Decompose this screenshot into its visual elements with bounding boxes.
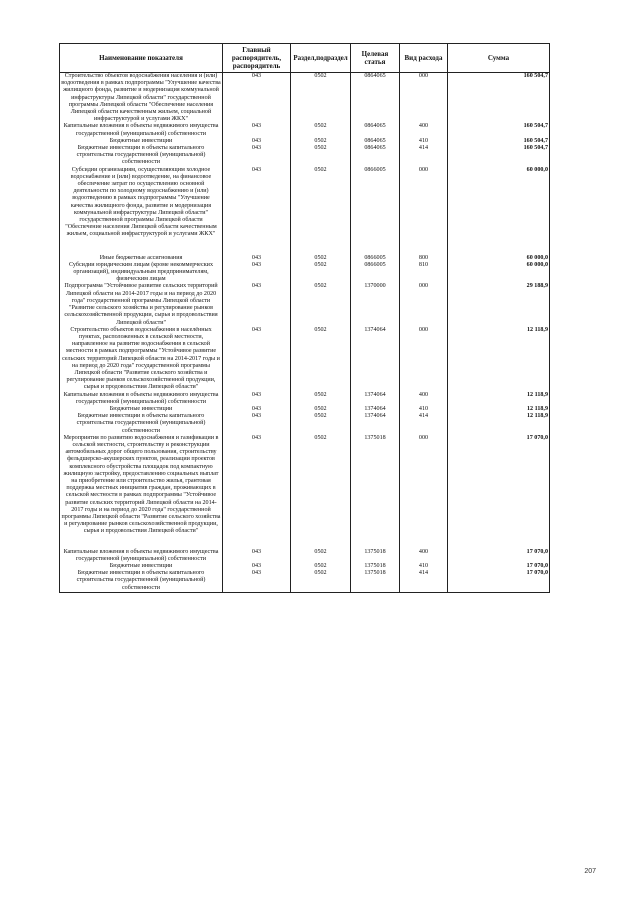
cell-section: 0502: [291, 138, 351, 145]
cell-target: 1375018: [351, 435, 400, 549]
cell-target: 1374064: [351, 327, 400, 392]
cell-section: 0502: [291, 167, 351, 255]
cell-section: 0502: [291, 73, 351, 124]
cell-section: 0502: [291, 570, 351, 592]
cell-name: Иные бюджетные ассигнования: [60, 255, 223, 262]
table-row: [60, 392, 550, 406]
cell-name: Бюджетные инвестиции в объекты капитального строительства государственной (муниципальной) собственности: [60, 145, 223, 167]
cell-target: 0864065: [351, 123, 400, 137]
cell-sum: 12 118,9: [448, 413, 550, 435]
cell-sum: 160 504,7: [448, 138, 550, 145]
cell-expense: 400: [400, 549, 448, 563]
table-row: [60, 413, 550, 435]
cell-target: 1375018: [351, 549, 400, 563]
cell-target: 1370000: [351, 283, 400, 326]
table-row: [60, 255, 550, 262]
cell-section: 0502: [291, 262, 351, 284]
cell-name: Капитальные вложения в объекты недвижимого имущества государственной (муниципальной) собственности: [60, 549, 223, 563]
cell-grbs: 043: [223, 255, 291, 262]
table-row: [60, 327, 550, 392]
table-row: [60, 73, 550, 124]
cell-target: 0866005: [351, 262, 400, 284]
cell-section: 0502: [291, 255, 351, 262]
cell-expense: 000: [400, 435, 448, 549]
header-section: Раздел,подраздел: [291, 44, 351, 73]
cell-grbs: 043: [223, 327, 291, 392]
table-body: [60, 73, 550, 593]
table-header-row: [60, 44, 550, 73]
cell-section: 0502: [291, 563, 351, 570]
cell-name: Бюджетные инвестиции в объекты капитального строительства государственной (муниципальной) собственности: [60, 413, 223, 435]
cell-sum: 12 118,9: [448, 392, 550, 406]
cell-expense: 000: [400, 327, 448, 392]
cell-name: Бюджетные инвестиции: [60, 406, 223, 413]
cell-sum: 29 188,9: [448, 283, 550, 326]
cell-name: Мероприятия по развитию водоснабжения и газификации в сельской местности, строительству и реконструкции автомобильных дорог общего пользования, строительству фельдшерско-акушерских пунктов, реализации проектов комплексного обустройства площадок под компактную жилищную застройку, предоставлению социальных выплат на приобретение или строительство жилья, грантовая поддержка местных инициатив граждан, проживающих в сельской местности в рамках подпрограммы "Устойчивое развитие сельских территорий Липецкой области на 2014-2017 годы и на период до 2020 года" государственной программы Липецкой области "Развитие сельского хозяйства и регулирование рынков сельскохозяйственной продукции, сырья и продовольствия Липецкой области": [60, 435, 223, 549]
cell-grbs: 043: [223, 392, 291, 406]
cell-expense: 000: [400, 167, 448, 255]
table-row: [60, 549, 550, 563]
cell-target: 0866005: [351, 255, 400, 262]
table-row: [60, 167, 550, 255]
table-row: [60, 283, 550, 326]
table-row: [60, 145, 550, 167]
cell-grbs: 043: [223, 283, 291, 326]
cell-grbs: 043: [223, 563, 291, 570]
cell-grbs: 043: [223, 406, 291, 413]
cell-sum: 17 070,0: [448, 570, 550, 592]
cell-expense: 000: [400, 283, 448, 326]
cell-expense: 414: [400, 145, 448, 167]
cell-grbs: 043: [223, 413, 291, 435]
cell-expense: 400: [400, 392, 448, 406]
cell-section: 0502: [291, 283, 351, 326]
cell-expense: 810: [400, 262, 448, 284]
cell-target: 0866005: [351, 167, 400, 255]
cell-grbs: 043: [223, 73, 291, 124]
budget-table: [59, 43, 550, 593]
cell-sum: 17 070,0: [448, 563, 550, 570]
header-grbs: Главный распорядитель, распорядитель: [223, 44, 291, 73]
cell-expense: 800: [400, 255, 448, 262]
cell-expense: 410: [400, 138, 448, 145]
cell-grbs: 043: [223, 167, 291, 255]
cell-grbs: 043: [223, 123, 291, 137]
cell-sum: 17 070,0: [448, 435, 550, 549]
cell-sum: 12 118,9: [448, 406, 550, 413]
table-row: [60, 262, 550, 284]
cell-expense: 414: [400, 570, 448, 592]
cell-target: 0864065: [351, 73, 400, 124]
cell-expense: 410: [400, 563, 448, 570]
cell-sum: 60 000,0: [448, 255, 550, 262]
cell-name: Капитальные вложения в объекты недвижимого имущества государственной (муниципальной) собственности: [60, 392, 223, 406]
cell-section: 0502: [291, 123, 351, 137]
cell-target: 1375018: [351, 563, 400, 570]
cell-target: 0864065: [351, 138, 400, 145]
cell-expense: 410: [400, 406, 448, 413]
page-number: 207: [584, 868, 596, 875]
table-row: [60, 435, 550, 549]
cell-target: 1374064: [351, 392, 400, 406]
cell-sum: 160 504,7: [448, 73, 550, 124]
cell-name: Подпрограмма "Устойчивое развитие сельских территорий Липецкой области на 2014-2017 годы и на период до 2020 года" государственной программы Липецкой области "Развитие сельского хозяйства и регулирование рынков сельскохозяйственной продукции, сырья и продовольствия Липецкой области": [60, 283, 223, 326]
cell-section: 0502: [291, 392, 351, 406]
cell-expense: 414: [400, 413, 448, 435]
cell-grbs: 043: [223, 138, 291, 145]
cell-expense: 000: [400, 73, 448, 124]
table-row: [60, 123, 550, 137]
cell-section: 0502: [291, 406, 351, 413]
header-expense: Вид расхода: [400, 44, 448, 73]
cell-name: Субсидии юридическим лицам (кроме некоммерческих организаций), индивидуальным предпринимателям, физическим лицам: [60, 262, 223, 284]
cell-name: Бюджетные инвестиции: [60, 563, 223, 570]
header-sum: Сумма: [448, 44, 550, 73]
cell-section: 0502: [291, 327, 351, 392]
header-name: Наименование показателя: [60, 44, 223, 73]
cell-target: 1374064: [351, 413, 400, 435]
cell-grbs: 043: [223, 435, 291, 549]
cell-sum: 12 118,9: [448, 327, 550, 392]
cell-name: Бюджетные инвестиции: [60, 138, 223, 145]
cell-sum: 17 070,0: [448, 549, 550, 563]
cell-sum: 60 000,0: [448, 167, 550, 255]
cell-target: 1374064: [351, 406, 400, 413]
cell-grbs: 043: [223, 549, 291, 563]
cell-name: Субсидии организациям, осуществляющим холодное водоснабжение и (или) водоотведение, на финансовое обеспечение затрат по осуществлению основной деятельности по холодному водоснабжению и (или) водоотведению в рамках подпрограммы "Улучшение качества жилищного фонда, развитие и модернизация коммунальной инфраструктуры Липецкой области" государственной программы Липецкой области "Обеспечение населения Липецкой области качественным жильем, социальной инфраструктурой и услугами ЖКХ": [60, 167, 223, 255]
table-row: [60, 138, 550, 145]
header-target: Целевая статья: [351, 44, 400, 73]
cell-section: 0502: [291, 413, 351, 435]
cell-sum: 60 000,0: [448, 262, 550, 284]
cell-name: Капитальные вложения в объекты недвижимого имущества государственной (муниципальной) собственности: [60, 123, 223, 137]
cell-sum: 160 504,7: [448, 123, 550, 137]
cell-name: Строительство объектов водоснабжения в населённых пунктах, расположенных в сельской местности, направленное на развитие водоснабжения в сельской местности в рамках подпрограммы "Устойчивое развитие сельских территорий Липецкой области на 2014-2017 годы и на период до 2020 года" государственной программы Липецкой области "Развитие сельского хозяйства и регулирование рынков сельскохозяйственной продукции, сырья и продовольствия Липецкой области": [60, 327, 223, 392]
table-row: [60, 570, 550, 592]
cell-target: 0864065: [351, 145, 400, 167]
cell-grbs: 043: [223, 570, 291, 592]
cell-section: 0502: [291, 435, 351, 549]
cell-section: 0502: [291, 549, 351, 563]
cell-grbs: 043: [223, 145, 291, 167]
cell-name: Строительство объектов водоснабжения населения и (или) водоотведения в рамках подпрограммы "Улучшение качества жилищного фонда, развитие и модернизация коммунальной инфраструктуры Липецкой области" государственной программы Липецкой области "Обеспечение населения Липецкой области качественным жильем, социальной инфраструктурой и услугами ЖКХ": [61, 73, 221, 123]
cell-name: Бюджетные инвестиции в объекты капитального строительства государственной (муниципальной) собственности: [60, 570, 223, 592]
cell-expense: 400: [400, 123, 448, 137]
cell-grbs: 043: [223, 262, 291, 284]
cell-target: 1375018: [351, 570, 400, 592]
cell-sum: 160 504,7: [448, 145, 550, 167]
cell-section: 0502: [291, 145, 351, 167]
